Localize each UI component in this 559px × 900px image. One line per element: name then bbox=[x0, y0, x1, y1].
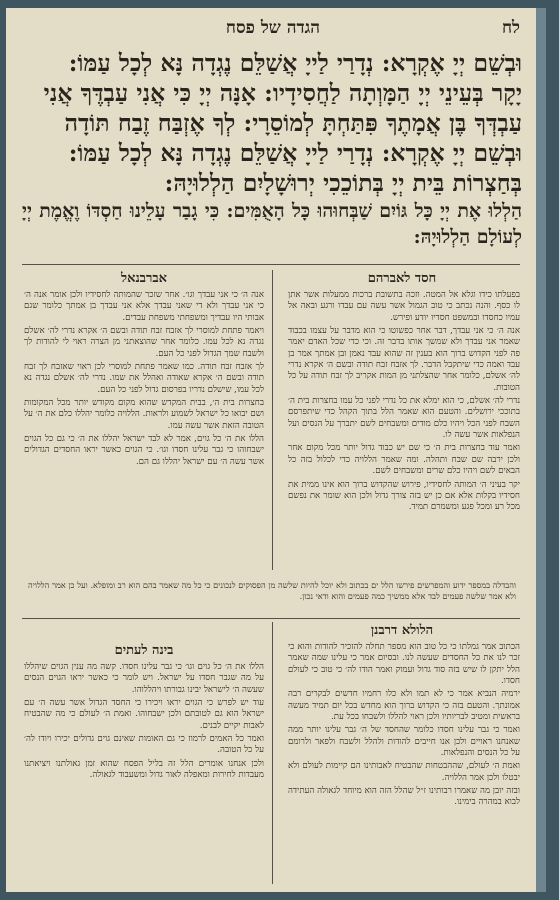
bottom-right-title: הלולא דרבנן bbox=[370, 623, 434, 638]
column-divider bbox=[272, 622, 273, 884]
left-column-commentary bbox=[24, 290, 264, 574]
book-page bbox=[6, 8, 546, 892]
commentary-paragraph: ובזה יובן מה שאמרו רבותינו ז״ל שהלל הזה הוא מיוחד לגאולה העתידה לבוא במהרה בימינו. bbox=[288, 786, 520, 808]
right-column-commentary bbox=[288, 290, 520, 574]
commentary-paragraph: הללו את ה׳ כל גוים, אמר לא לבד ישראל יהללו את ה׳ כי גם כל הגוים ישבחוהו כי גבר עלינו חסדו וגו׳. כי הגוים כאשר יראו החסדים הגדולים אשר עשה ה׳ עם ישראל יהללו גם הם. bbox=[24, 434, 264, 467]
psalm-line: בְּחַצְרוֹת בֵּית יְיָ בְּתוֹכֵכִי יְרוּשָׁלָיִם הַלְלוּיָהּ: bbox=[164, 169, 522, 197]
psalm-line: וּבְשֵׁם יְיָ אֶקְרָא: נְדָרַי לַייָ אֲשַׁלֵּם נֶגְדָה נָּא לְכָל עַמּוֹ: bbox=[68, 139, 522, 167]
psalm-line: וּבְשֵׁם יְיָ אֶקְרָא: נְדָרַי לַייָ אֲשַׁלֵּם נֶגְדָה נָּא לְכָל עַמּוֹ: bbox=[68, 49, 522, 77]
commentary-paragraph: הללו את ה׳ כל גוים וגו׳ כי גבר עלינו חסדו. קשה מה ענין הגוים שיהללו על מה שגבר חסדו על ישראל. ויש לומר כי כאשר יראו הגוים הנסים שעשה ה׳ לישראל יבינו גבורתו ויהללוהו. bbox=[24, 662, 264, 695]
header-title: הגדה של פסח bbox=[225, 18, 321, 38]
commentary-paragraph: בחצרות בית ה׳, בבית המקדש שהוא מקום מקודש יותר מכל המקומות ושם יבואו כל ישראל לשמוע ולראות. הללויה כלומר יהללו כלם את ה׳ על הטובה הזאת אשר עשה עמו. bbox=[24, 398, 264, 431]
commentary-paragraph: עוד יש לפרש כי הגוים יראו ויכירו כי החסד הגדול אשר עשה ה׳ עם ישראל הוא גם לטובתם ולכן ישבחוהו. ואמת ה׳ לעולם כי מה שהבטיח לאבות יקיים לבנים. bbox=[24, 698, 264, 731]
commentary-paragraph: אנה ה׳ כי אני עבדך וגו׳. אחר שזכר שהמותה לחסידיו ולכן אומר אנה ה׳ כי אני עבדך ולא די שאני עבדך אלא אני עבדך בן אמתך כלומר שגם אבותי היו עבדיך ומשפחתי משפחת עבדים. bbox=[24, 290, 264, 323]
left-column-title: אברבנאל bbox=[121, 271, 167, 286]
commentary-paragraph: לך אזבח זבח תודה. כמו שאמר פתחת למוסרי לכן ראוי שאזבח לך זבח תודה ובשם ה׳ אקרא שאודה ואהלל את שמו. נדרי לה׳ אשלם נגדה נא לכל עמו, שישלם נדריו בפרסום גדול לפני כל העם. bbox=[24, 362, 264, 395]
psalm-117: הַלְלוּ אֶת יְיָ כָּל גּוֹיִם שַׁבְּחוּהוּ כָּל הָאֻמִּים: כִּי גָבַר עָלֵינוּ חַסְדּוֹ וֶאֱמֶת יְיָ לְעוֹלָם הַלְלוּיָהּ: bbox=[22, 200, 522, 248]
commentary-paragraph: יקר בעיני ה׳ המותה לחסידיו, פירוש שהקדוש ברוך הוא אינו ממית את חסידיו בקלות אלא אם כן יש בזה צורך גדול ולכן הוא שומר את נפשם מכל רע ומכל פגע ומשמרם תמיד. bbox=[288, 479, 520, 513]
running-header bbox=[26, 18, 520, 40]
commentary-paragraph: ואמת ה׳ לעולם, שההבטחות שהבטיח לאבותינו הם קיימות לעולם ולא יבטלו ולכן אמר הללויה. bbox=[288, 761, 520, 783]
column-divider bbox=[272, 270, 273, 570]
psalm-line: עַבְדְּךָ בֶּן אֲמָתֶךָ פִּתַּחְתָּ לְמוֹסֵרָי: לְךָ אֶזְבַּח זֶבַח תּוֹדָה bbox=[64, 109, 522, 137]
page-edge bbox=[536, 8, 546, 892]
commentary-paragraph: אנה ה׳ כי אני עבדך, דבר אחר כפשוטו כי הוא מדבר על עצמו בכבוד שאמר אני עבדך ולא שמשך אותו בדבר זה. וכי כדי שכל האדם יאמר פה לפני הקדוש ברוך הוא בענין זה שהוא עבד נאמן ובן אמתך אמר בן עבד ואמה כדי שיתקבל הדבר. לך אזבח זבח תודה ובשם ה׳ אקרא נדרי לה׳ אשלם, כלומר אחר שהצלתני מן המות אקריב לך זבח תודה על כל הטובות. bbox=[288, 326, 520, 393]
commentary-paragraph: ואמר כי גבר עלינו חסדו כלומר שהחסד של ה׳ גבר עלינו יותר ממה שאנחנו ראויים ולכן אנו חייבים להודות ולהלל ולשבח ולפאר ולרומם על כל הנסים והנפלאות. bbox=[288, 725, 520, 759]
commentary-paragraph: ואמר כל האמים לרמוז כי גם האומות שאינם גוים גדולים יכירו ויודו לה׳ על כל הטובה. bbox=[24, 734, 264, 756]
psalm-line: יָקָר בְּעֵינֵי יְיָ הַמָּוְתָה לַחֲסִידָיו: אָנָּה יְיָ כִּי אֲנִי עַבְדֶּךָ אֲנִי bbox=[43, 79, 522, 107]
bottom-left-title: בינה לעתים bbox=[114, 643, 174, 658]
commentary-paragraph: הכתוב אמר גמלתו כי כל טוב הוא מספר תחלה להזכיר להודות והוא כי זכר לנו את כל החסדים שעשה לנו. ובסיום אמר כי עלינו שמה שאמר הלל יתקן לו שיש בזה סוד גדול ועמוק ואמר הודו לה׳ כי טוב כי לעולם חסדו. bbox=[288, 642, 520, 687]
commentary-paragraph: בפעלתו כידו וגלא אל המטה. וזכה בתשובת ברכות ממעלות אשר אתן לו כסף. והנה נכתב כי טוב הגמול אשר עשה עם עבדו ורגע ובאה אל עמיו כחסדו ובמשפט חסדיו יודע ופירש. bbox=[288, 290, 520, 323]
section-rule bbox=[22, 618, 520, 619]
commentary-paragraph: ירמיה הנביא אמר כי לא תמו ולא כלו רחמיו חדשים לבקרים רבה אמונתך. והטעם בזה כי הקדוש ברוך הוא מחדש בכל יום תמיד מעשה בראשית ומטיב לבריותיו ולכן ראוי להללו ולשבחו בכל עת. bbox=[288, 689, 520, 723]
commentary-paragraph: ולכן אנחנו אומרים הלל זה בליל הפסח שהוא זמן גאולתנו ויציאתנו מעבדות לחירות ומאפלה לאור גדול ומשעבוד לגאולה. bbox=[24, 758, 264, 781]
section-rule bbox=[22, 264, 520, 265]
psalm-text bbox=[22, 48, 522, 260]
commentary-paragraph: ואמר עוד בחצרות בית ה׳ כי שם יש כבוד גדול יותר מכל מקום אחר ולכן ירבה שם שבח ותהלה. ומה שאמר הללויה כדי לכלול בזה כל הבאים לשם ויהיו כלם שרים ומשבחים לשם. bbox=[288, 443, 520, 477]
bottom-left-commentary bbox=[24, 662, 264, 886]
commentary-paragraph: ויאמר פתחת למוסרי לך אזבח זבח תודה ובשם ה׳ אקרא נדרי לה׳ אשלם נגדה נא לכל עמו. כלומר אחר שהוצאתני מן הצרה ראוי לי להודות לך ולשבח שמך הגדול לפני כל העם. bbox=[24, 326, 264, 359]
page-number: לח bbox=[501, 18, 520, 38]
commentary-footnote: והבדלה במספר ידוע והמפרשים פירשו הלל ים בכתוב ולא יוכל להיות שלשה מן הפסוקים לנכונים כי כל מה שאמר בהם הוא רב ומופלא. ועל כן אמר הללויה ולא אמר שלשה פעמים לבד אלא ממשיך כמה פעמים והוא ודאי נכון. bbox=[28, 580, 516, 601]
commentary-paragraph: נדרי לה׳ אשלם, כי הוא ימלא את כל נדרי לפני כל עמו בחצרות בית ה׳ בתוככי ירושלים. והטעם הוא שאמר הלל בתוך הקהל כדי שיתפרסם השבח לפני הכל ויהיו כלם מודים ומשבחים לשם יתברך על הנסים ועל הנפלאות אשר עשה לו. bbox=[288, 396, 520, 441]
right-column-title: חסד לאברהם bbox=[367, 271, 437, 286]
bottom-right-commentary bbox=[288, 642, 520, 886]
